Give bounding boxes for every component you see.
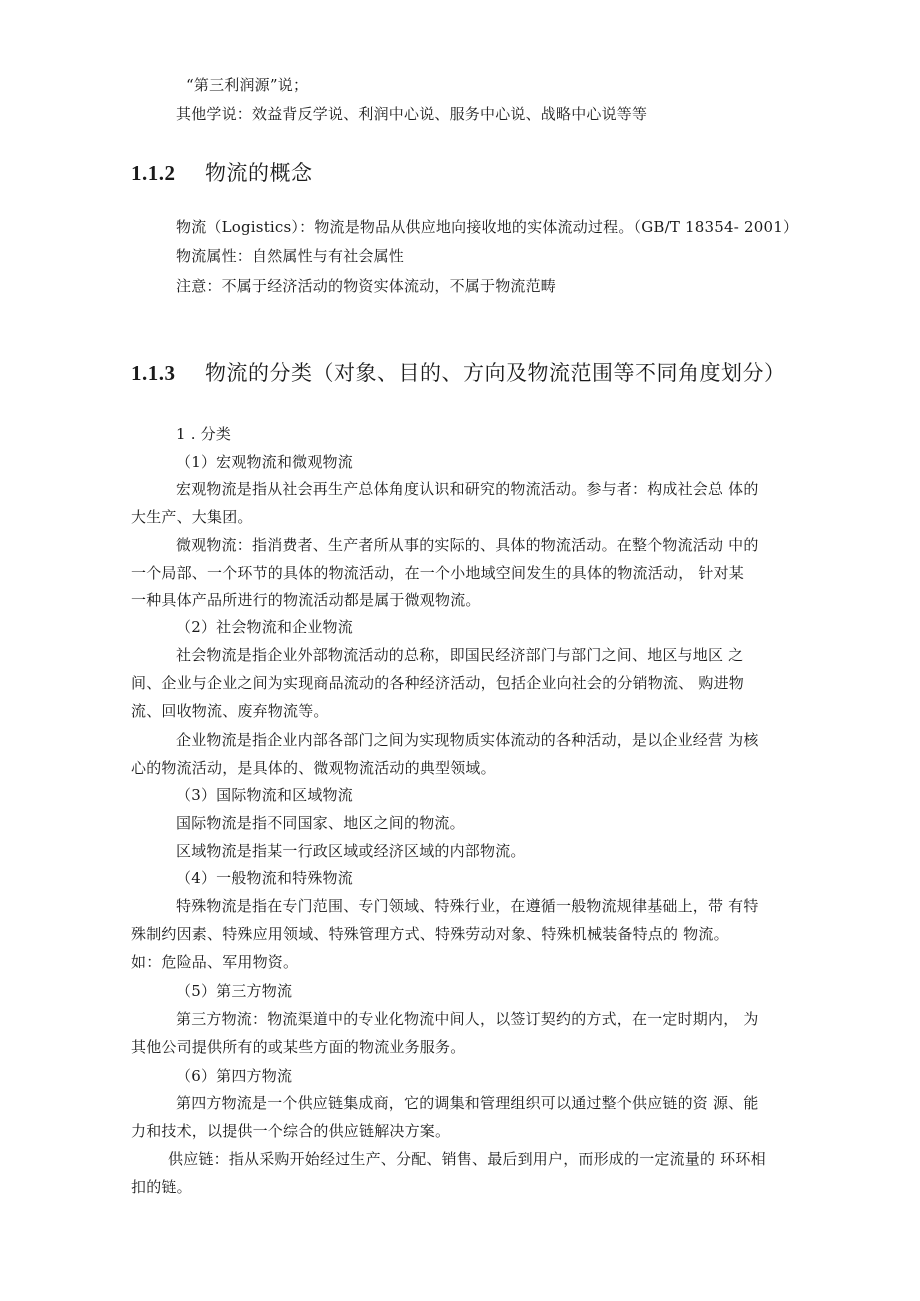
item5-p1-line1: 第三方物流：物流渠道中的专业化物流中间人，以签订契约的方式，在一定时期内， 为 [176, 1010, 759, 1028]
classify-label: 1 . 分类 [176, 425, 232, 443]
logistics-definition: 物流（Logistics）：物流是物品从供应地向接收地的实体流动过程。（GB/T 18354- 2001） [176, 218, 799, 236]
logistics-note: 注意：不属于经济活动的物资实体流动，不属于物流范畴 [176, 277, 557, 295]
section-112-number: 1.1.2 [131, 161, 176, 185]
item4-p1-line1: 特殊物流是指在专门范围、专门领域、特殊行业，在遵循一般物流规律基础上，带 有特 [176, 897, 759, 915]
intro-third-profit-source: “第三利润源”说； [186, 76, 309, 94]
item2-heading: （2）社会物流和企业物流 [176, 618, 353, 636]
item2-p2-line2: 心的物流活动，是具体的、微观物流活动的典型领域。 [131, 759, 496, 777]
item3-p2: 区域物流是指某一行政区域或经济区域的内部物流。 [176, 842, 526, 860]
item5-heading: （5）第三方物流 [176, 982, 293, 1000]
item4-heading: （4）一般物流和特殊物流 [176, 869, 353, 887]
item6-p1-line2: 力和技术，以提供一个综合的供应链解决方案。 [131, 1122, 451, 1140]
item4-p1-line2: 殊制约因素、特殊应用领域、特殊管理方式、特殊劳动对象、特殊机械装备特点的 物流。 [131, 925, 729, 943]
item1-p2-line3: 一种具体产品所进行的物流活动都是属于微观物流。 [131, 591, 481, 609]
item1-p1-line1: 宏观物流是指从社会再生产总体角度认识和研究的物流活动。参与者：构成社会总 体的 [176, 480, 759, 498]
item3-p1: 国际物流是指不同国家、地区之间的物流。 [176, 814, 465, 832]
item1-p2-line1: 微观物流：指消费者、生产者所从事的实际的、具体的物流活动。在整个物流活动 中的 [176, 536, 759, 554]
section-112-title: 物流的概念 [205, 161, 313, 185]
item2-p1-line1: 社会物流是指企业外部物流活动的总称，即国民经济部门与部门之间、地区与地区 之 [176, 646, 744, 664]
supply-chain-line2: 扣的链。 [131, 1178, 192, 1196]
section-113-heading [131, 359, 786, 387]
item1-p2-line2: 一个局部、一个环节的具体的物流活动，在一个小地域空间发生的具体的物流活动， 针对某 [131, 564, 744, 582]
section-113-title: 物流的分类（对象、目的、方向及物流范围等不同角度划分） [205, 361, 786, 385]
item2-p2-line1: 企业物流是指企业内部各部门之间为实现物质实体流动的各种活动，是以企业经营 为核 [176, 731, 759, 749]
item3-heading: （3）国际物流和区域物流 [176, 786, 353, 804]
section-112-heading [131, 159, 313, 187]
supply-chain-line1: 供应链：指从采购开始经过生产、分配、销售、最后到用户，而形成的一定流量的 环环相 [168, 1150, 766, 1168]
item2-p1-line2: 间、企业与企业之间为实现商品流动的各种经济活动，包括企业向社会的分销物流、 购进物 [131, 674, 744, 692]
section-113-number: 1.1.3 [131, 361, 176, 385]
item2-p1-line3: 流、回收物流、废弃物流等。 [131, 702, 329, 720]
item6-heading: （6）第四方物流 [176, 1067, 293, 1085]
item4-p1-line3: 如：危险品、军用物资。 [131, 953, 299, 971]
item1-p1-line2: 大生产、大集团。 [131, 508, 253, 526]
item1-heading: （1）宏观物流和微观物流 [176, 453, 353, 471]
item5-p1-line2: 其他公司提供所有的或某些方面的物流业务服务。 [131, 1038, 466, 1056]
item6-p1-line1: 第四方物流是一个供应链集成商，它的调集和管理组织可以通过整个供应链的资 源、能 [176, 1094, 759, 1112]
intro-other-theories: 其他学说：效益背反学说、利润中心说、服务中心说、战略中心说等等 [176, 105, 648, 123]
logistics-attributes: 物流属性：自然属性与有社会属性 [176, 247, 405, 265]
